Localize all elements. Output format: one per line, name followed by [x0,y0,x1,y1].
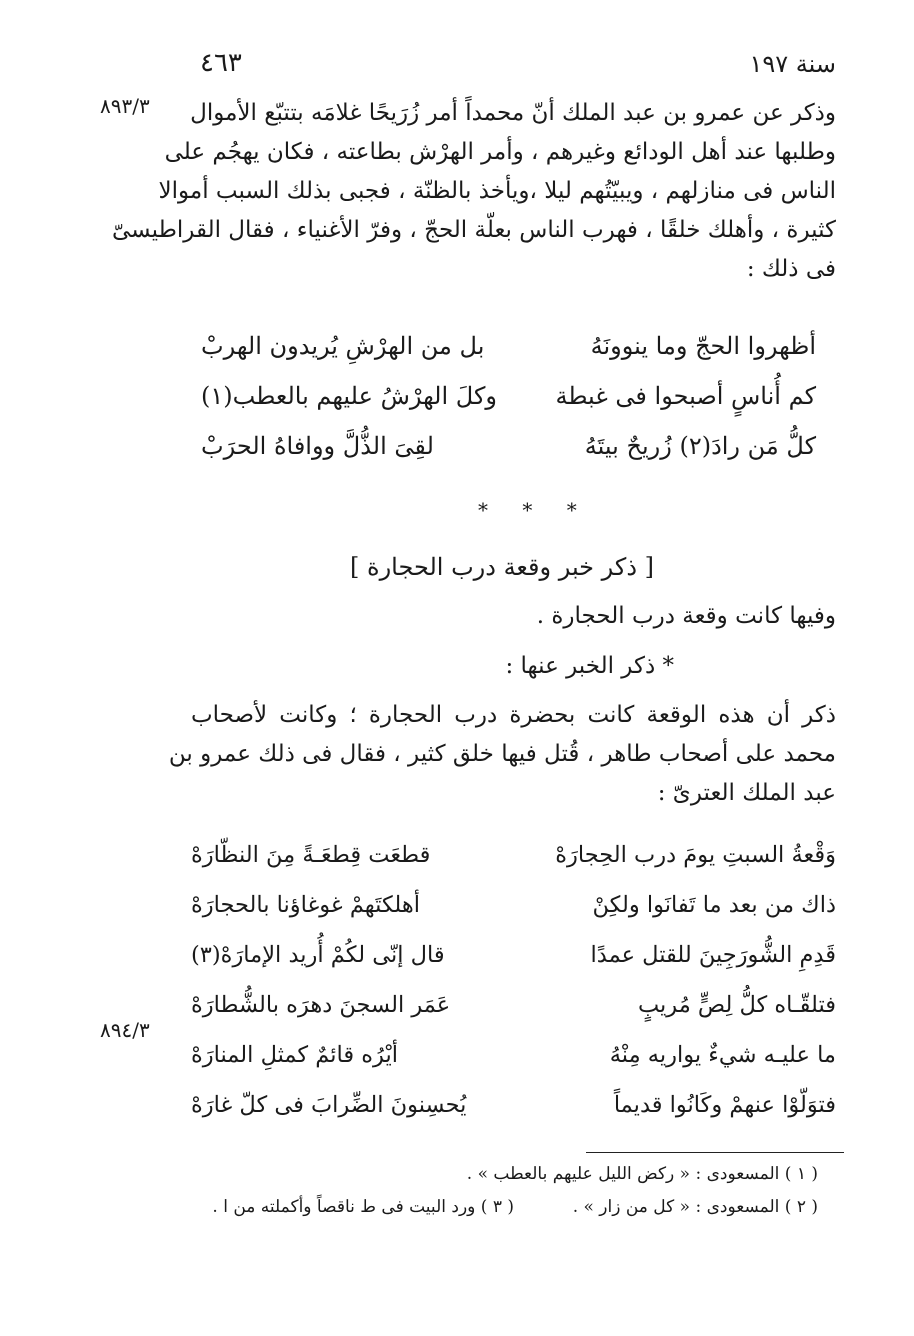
verse-hemistich-first: ما عليـه شيءٌ يواريه مِنْهُ [609,1042,836,1068]
verse-hemistich-second: قطعَت قِطعَـةً مِنَ النظّارَهْ [191,842,431,868]
text-line: محمد على أصحاب طاهر ، قُتل فيها خلق كثير ، فقال فى ذلك عمرو بن [168,741,836,767]
section-intro: وفيها كانت وقعة درب الحجارة . [536,603,836,629]
verse-hemistich-first: فتوَلّوْا عنهمْ وكَانُوا قديماً [613,1092,836,1118]
verse-hemistich-first: كلُّ مَن رادَ(٢) زُريحٌ بيتَهُ [584,432,816,460]
footnote-divider [586,1152,844,1153]
verse-hemistich-first: قَدِمِ الشُّورَجِينَ للقتل عمدًا [590,942,836,968]
poem-verse [201,382,816,428]
page-number: ٤٦٣ [200,48,242,78]
text-line: عبد الملك العترىّ : [657,780,836,806]
text-line: كثيرة ، وأهلك خلقًا ، فهرب الناس بعلّة الحجّ ، وفرّ الأغنياء ، فقال القراطيسىّ [111,217,836,243]
verse-hemistich-second: قال إنّى لكُمْ أُريد الإمارَهْ(٣) [191,942,445,968]
poem-verse [201,432,816,478]
poem-verse [201,332,816,378]
verse-hemistich-first: وَقْعةُ السبتِ يومَ درب الحِجارَهْ [555,842,836,868]
verse-hemistich-first: كم أُناسٍ أصبحوا فى غبطة [555,382,816,410]
section-subheading: * ذكر الخبر عنها : [505,653,674,679]
verse-hemistich-second: عَمَر السجنَ دهرَه بالشُّطارَهْ [191,992,451,1018]
verse-hemistich-second: أهلكتَهمْ غوغاؤنا بالحجارَهْ [191,892,420,918]
verse-hemistich-first: أظهروا الحجّ وما ينوونَهُ [590,332,816,360]
text-line: فى ذلك : [746,256,836,282]
poem-verse [191,992,836,1036]
verse-hemistich-second: لقِىَ الذُّلَّ ووافاهُ الحرَبْ [201,432,434,460]
text-line: ذكر أن هذه الوقعة كانت بحضرة درب الحجارة ؛ وكانت لأصحاب [191,702,836,728]
poem-verse [191,1092,836,1136]
footnote: ( ١ ) المسعودى : « ركض الليل عليهم بالعطب » . [466,1164,818,1184]
margin-reference: ٨٩٤/٣ [100,1018,150,1042]
verse-hemistich-second: بل من الهرْشِ يُريدون الهربْ [201,332,485,360]
verse-hemistich-first: فتلقّـاه كلُّ لِصٍّ مُريبٍ [637,992,836,1018]
verse-hemistich-second: وكلَ الهرْشُ عليهم بالعطب(١) [201,382,497,410]
text-line: وذكر عن عمرو بن عبد الملك أنّ محمداً أمر زُرَيحًا غلامَه بتتبّع الأموال [190,100,836,126]
verse-hemistich-first: ذاك من بعد ما تَفانَوا ولكِنْ [592,892,836,918]
margin-reference: ٨٩٣/٣ [100,94,150,118]
running-header-year: سنة ١٩٧ [749,50,836,78]
verse-hemistich-second: يُحسِنونَ الضِّرابَ فى كلّ غارَهْ [191,1092,467,1118]
poem-verse [191,1042,836,1086]
footnote: ( ٢ ) المسعودى : « كل من زار » . [572,1197,818,1217]
verse-hemistich-second: أيْرُه قائمٌ كمثلِ المنارَهْ [191,1042,398,1068]
footnote: ( ٣ ) ورد البيت فى ط ناقصاً وأكملته من ا . [212,1197,514,1217]
section-title: [ ذكر خبر وقعة درب الحجارة ] [350,553,654,581]
poem-verse [191,942,836,986]
poem-verse [191,842,836,886]
text-line: الناس فى منازلهم ، ويبيّتُهم ليلا ،ويأخذ بالظنّة ، فجبى بذلك السبب أموالا [158,178,836,204]
text-line: وطلبها عند أهل الودائع وغيرهم ، وأمر الهرْش بطاعته ، فكان يهجُم على [164,139,836,165]
poem-verse [191,892,836,936]
paragraph-battle [168,696,836,813]
section-separator: * * * [478,498,591,522]
